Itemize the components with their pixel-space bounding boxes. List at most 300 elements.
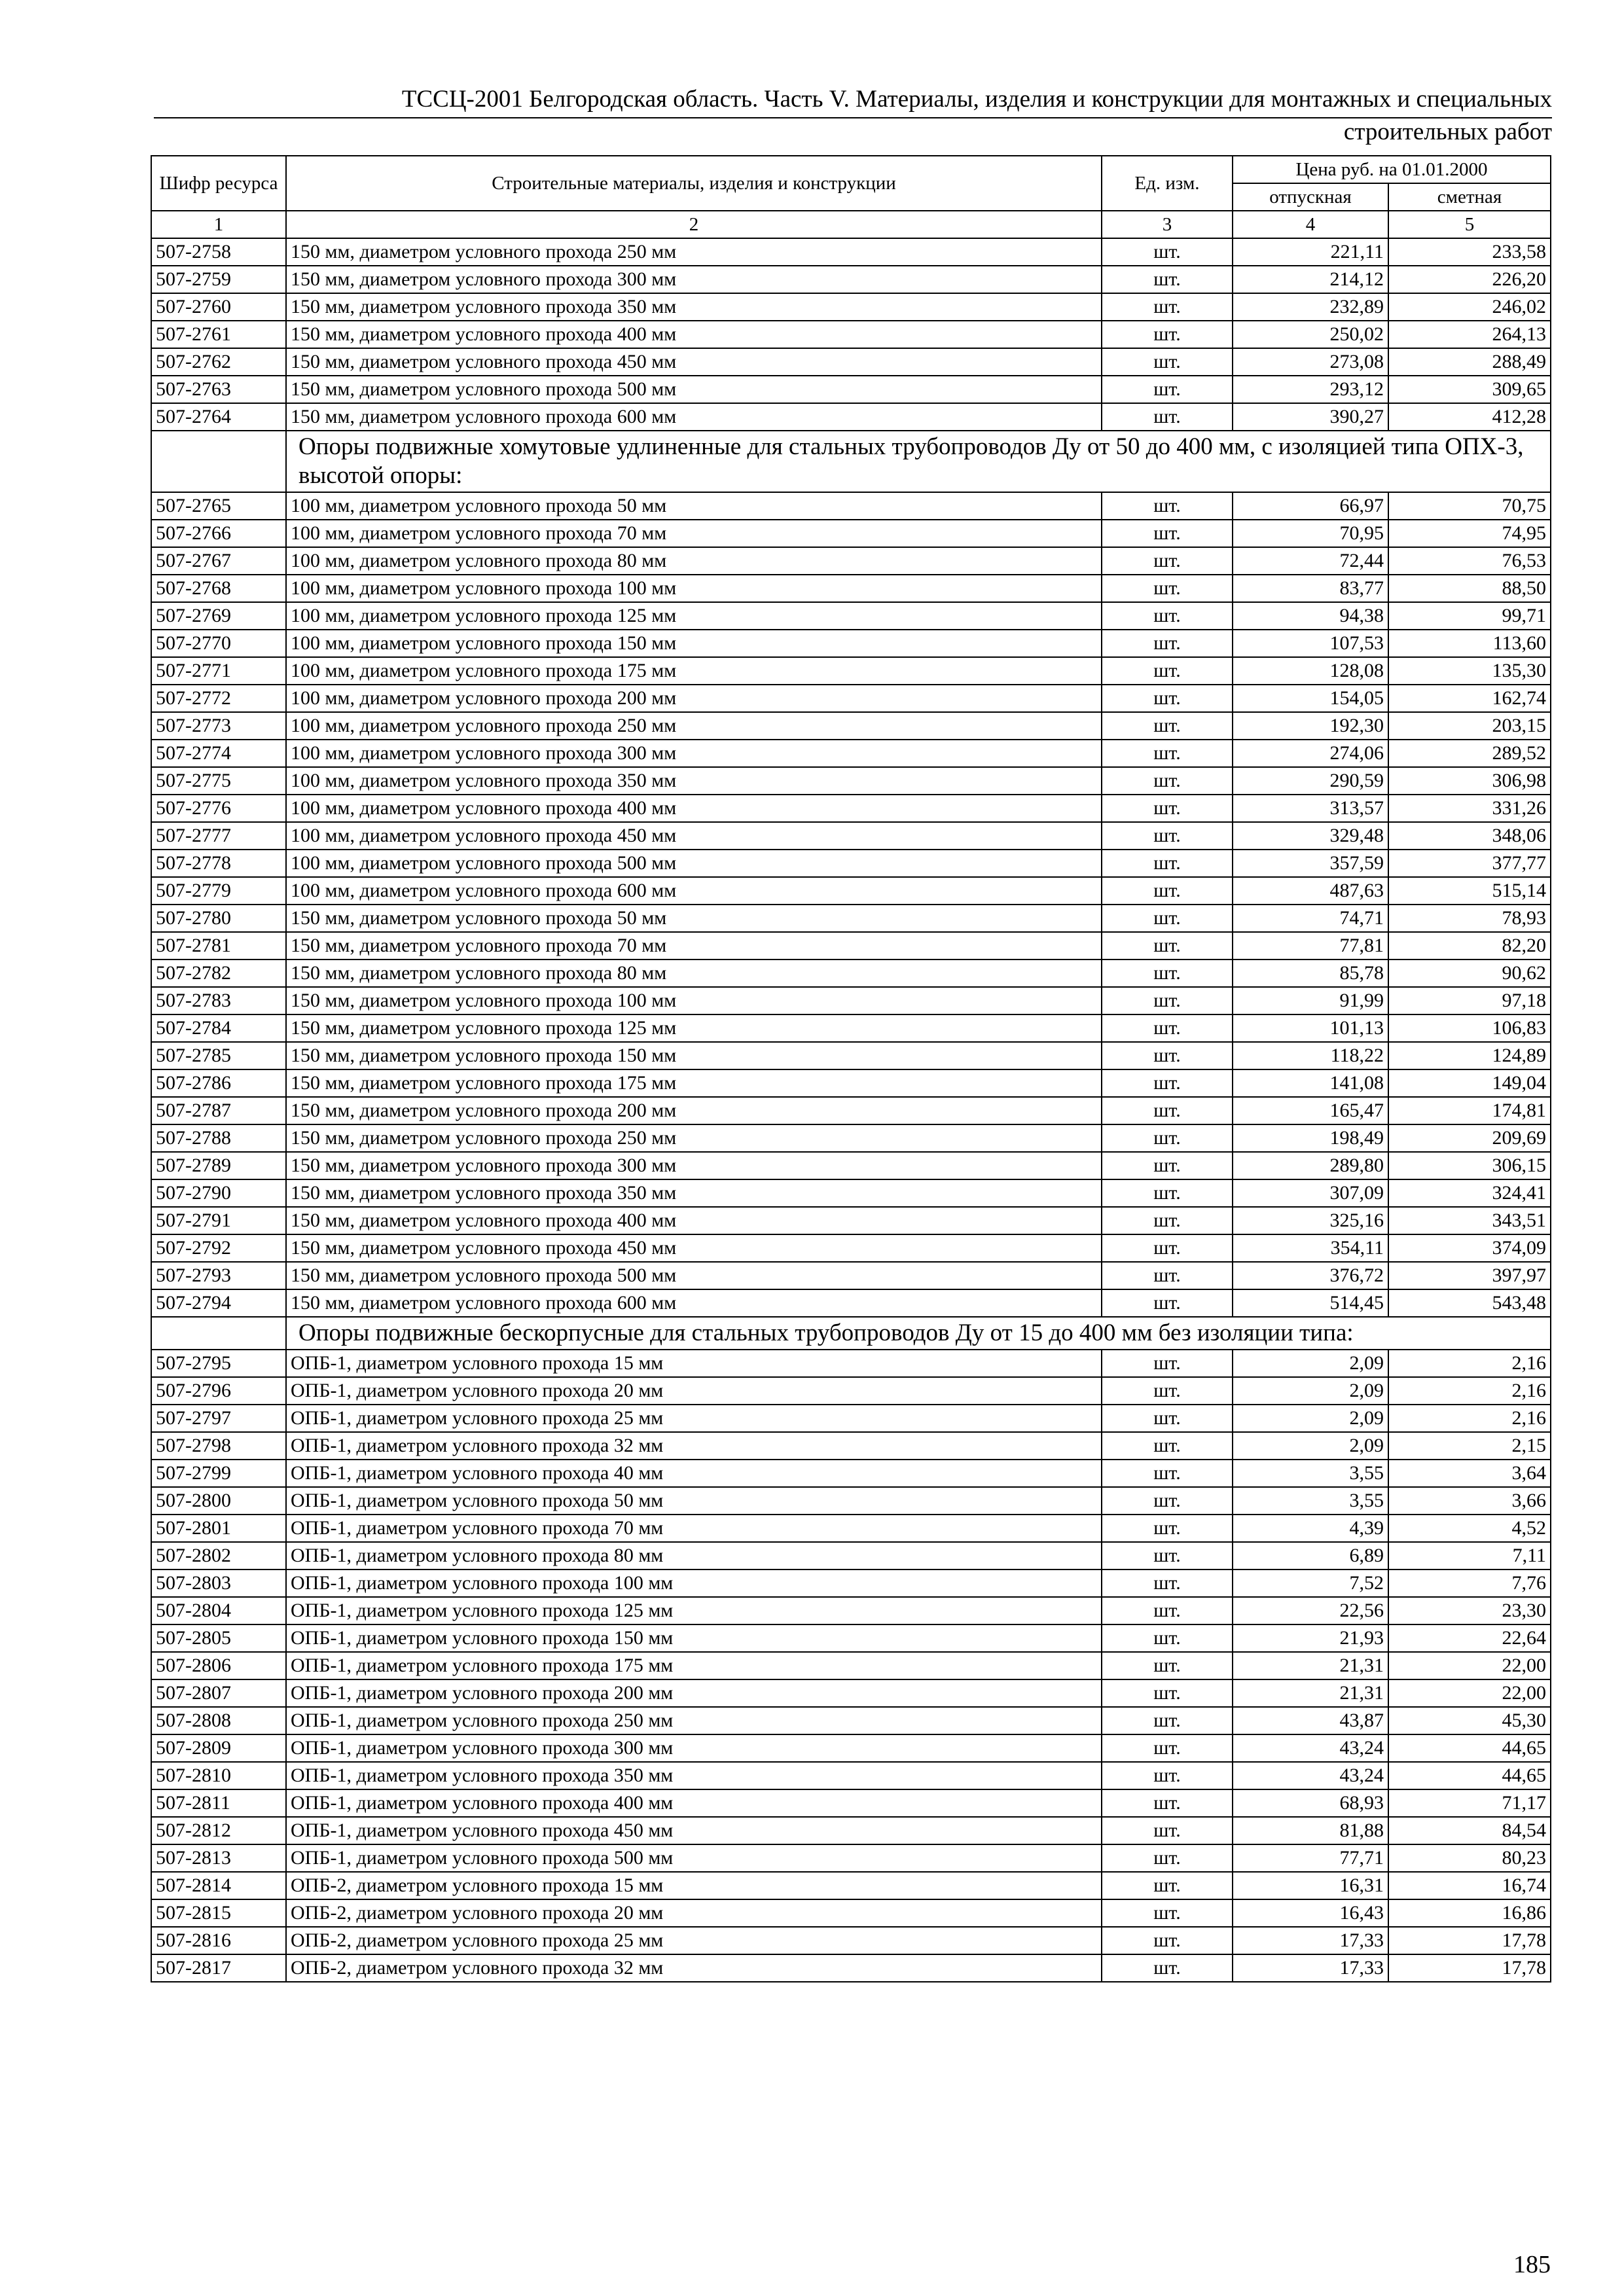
table-row (151, 1789, 1551, 1817)
price-table (151, 155, 1551, 1982)
resource-code-cell: 507-2790 (151, 1179, 286, 1207)
material-name-cell: 150 мм, диаметром условного прохода 70 мм (286, 932, 1102, 960)
table-row (151, 1152, 1551, 1179)
resource-code-cell: 507-2781 (151, 932, 286, 960)
release-price-cell: 21,31 (1233, 1679, 1388, 1707)
unit-cell: шт. (1102, 1207, 1233, 1234)
estimate-price-cell: 543,48 (1388, 1289, 1551, 1317)
release-price-cell: 232,89 (1233, 293, 1388, 321)
estimate-price-cell: 22,64 (1388, 1624, 1551, 1652)
estimate-price-cell: 289,52 (1388, 740, 1551, 767)
resource-code-cell: 507-2795 (151, 1350, 286, 1377)
unit-cell: шт. (1102, 1262, 1233, 1289)
estimate-price-cell: 22,00 (1388, 1679, 1551, 1707)
resource-code-cell: 507-2798 (151, 1432, 286, 1460)
estimate-price-cell: 71,17 (1388, 1789, 1551, 1817)
material-name-cell: 100 мм, диаметром условного прохода 400 мм (286, 795, 1102, 822)
table-row (151, 1652, 1551, 1679)
release-price-cell: 72,44 (1233, 547, 1388, 575)
estimate-price-cell: 324,41 (1388, 1179, 1551, 1207)
material-name-cell: 150 мм, диаметром условного прохода 350 мм (286, 293, 1102, 321)
estimate-price-cell: 99,71 (1388, 602, 1551, 630)
release-price-cell: 43,24 (1233, 1762, 1388, 1789)
col-number: 4 (1233, 211, 1388, 238)
release-price-cell: 21,31 (1233, 1652, 1388, 1679)
release-price-cell: 66,97 (1233, 492, 1388, 520)
table-row (151, 1679, 1551, 1707)
table-row (151, 1124, 1551, 1152)
col-header-estimate: сметная (1388, 183, 1551, 211)
resource-code-cell: 507-2782 (151, 960, 286, 987)
release-price-cell: 325,16 (1233, 1207, 1388, 1234)
release-price-cell: 85,78 (1233, 960, 1388, 987)
release-price-cell: 68,93 (1233, 1789, 1388, 1817)
unit-cell: шт. (1102, 1432, 1233, 1460)
unit-cell: шт. (1102, 1707, 1233, 1734)
material-name-cell: 150 мм, диаметром условного прохода 350 мм (286, 1179, 1102, 1207)
resource-code-cell: 507-2815 (151, 1899, 286, 1927)
unit-cell: шт. (1102, 1289, 1233, 1317)
unit-cell: шт. (1102, 905, 1233, 932)
resource-code-cell: 507-2759 (151, 266, 286, 293)
unit-cell: шт. (1102, 1042, 1233, 1069)
resource-code-cell: 507-2771 (151, 657, 286, 685)
material-name-cell: 100 мм, диаметром условного прохода 350 мм (286, 767, 1102, 795)
material-name-cell: ОПБ-1, диаметром условного прохода 32 мм (286, 1432, 1102, 1460)
material-name-cell: 150 мм, диаметром условного прохода 300 мм (286, 1152, 1102, 1179)
release-price-cell: 7,52 (1233, 1570, 1388, 1597)
unit-cell: шт. (1102, 1487, 1233, 1515)
unit-cell: шт. (1102, 822, 1233, 850)
table-row (151, 1179, 1551, 1207)
table-row (151, 960, 1551, 987)
unit-cell: шт. (1102, 1597, 1233, 1624)
table-row (151, 1234, 1551, 1262)
unit-cell: шт. (1102, 1152, 1233, 1179)
release-price-cell: 307,09 (1233, 1179, 1388, 1207)
unit-cell: шт. (1102, 1762, 1233, 1789)
estimate-price-cell: 397,97 (1388, 1262, 1551, 1289)
release-price-cell: 107,53 (1233, 630, 1388, 657)
release-price-cell: 101,13 (1233, 1014, 1388, 1042)
table-row (151, 1405, 1551, 1432)
estimate-price-cell: 2,16 (1388, 1350, 1551, 1377)
table-row (151, 348, 1551, 376)
estimate-price-cell: 7,11 (1388, 1542, 1551, 1570)
resource-code-cell: 507-2774 (151, 740, 286, 767)
release-price-cell: 83,77 (1233, 575, 1388, 602)
material-name-cell: ОПБ-1, диаметром условного прохода 125 мм (286, 1597, 1102, 1624)
table-row (151, 321, 1551, 348)
release-price-cell: 390,27 (1233, 403, 1388, 431)
section-row (151, 1317, 1551, 1350)
estimate-price-cell: 3,66 (1388, 1487, 1551, 1515)
unit-cell: шт. (1102, 630, 1233, 657)
table-row (151, 795, 1551, 822)
page-number: 185 (1513, 2251, 1551, 2278)
resource-code-cell: 507-2773 (151, 712, 286, 740)
section-code-cell (151, 431, 286, 492)
resource-code-cell: 507-2793 (151, 1262, 286, 1289)
estimate-price-cell: 377,77 (1388, 850, 1551, 877)
unit-cell: шт. (1102, 266, 1233, 293)
resource-code-cell: 507-2783 (151, 987, 286, 1014)
estimate-price-cell: 82,20 (1388, 932, 1551, 960)
table-row (151, 1350, 1551, 1377)
release-price-cell: 43,87 (1233, 1707, 1388, 1734)
table-row (151, 238, 1551, 266)
col-number: 1 (151, 211, 286, 238)
estimate-price-cell: 70,75 (1388, 492, 1551, 520)
resource-code-cell: 507-2777 (151, 822, 286, 850)
release-price-cell: 118,22 (1233, 1042, 1388, 1069)
resource-code-cell: 507-2813 (151, 1844, 286, 1872)
material-name-cell: 150 мм, диаметром условного прохода 300 мм (286, 266, 1102, 293)
resource-code-cell: 507-2765 (151, 492, 286, 520)
material-name-cell: 100 мм, диаметром условного прохода 600 мм (286, 877, 1102, 905)
header-line-1: ТССЦ-2001 Белгородская область. Часть V. Материалы, изделия и конструкции для монтажных и специальных (401, 86, 1552, 113)
material-name-cell: ОПБ-1, диаметром условного прохода 100 мм (286, 1570, 1102, 1597)
material-name-cell: ОПБ-1, диаметром условного прохода 450 мм (286, 1817, 1102, 1844)
material-name-cell: ОПБ-1, диаметром условного прохода 250 мм (286, 1707, 1102, 1734)
material-name-cell: 150 мм, диаметром условного прохода 100 мм (286, 987, 1102, 1014)
resource-code-cell: 507-2760 (151, 293, 286, 321)
unit-cell: шт. (1102, 1124, 1233, 1152)
material-name-cell: 100 мм, диаметром условного прохода 250 мм (286, 712, 1102, 740)
table-row (151, 767, 1551, 795)
material-name-cell: 100 мм, диаметром условного прохода 500 мм (286, 850, 1102, 877)
estimate-price-cell: 374,09 (1388, 1234, 1551, 1262)
estimate-price-cell: 149,04 (1388, 1069, 1551, 1097)
unit-cell: шт. (1102, 1817, 1233, 1844)
material-name-cell: 100 мм, диаметром условного прохода 50 мм (286, 492, 1102, 520)
release-price-cell: 77,81 (1233, 932, 1388, 960)
release-price-cell: 165,47 (1233, 1097, 1388, 1124)
material-name-cell: ОПБ-2, диаметром условного прохода 32 мм (286, 1954, 1102, 1982)
material-name-cell: 100 мм, диаметром условного прохода 450 мм (286, 822, 1102, 850)
unit-cell: шт. (1102, 602, 1233, 630)
unit-cell: шт. (1102, 1542, 1233, 1570)
col-number: 5 (1388, 211, 1551, 238)
estimate-price-cell: 80,23 (1388, 1844, 1551, 1872)
table-row (151, 1377, 1551, 1405)
table-row (151, 376, 1551, 403)
unit-cell: шт. (1102, 1927, 1233, 1954)
release-price-cell: 70,95 (1233, 520, 1388, 547)
material-name-cell: ОПБ-1, диаметром условного прохода 500 мм (286, 1844, 1102, 1872)
release-price-cell: 16,43 (1233, 1899, 1388, 1927)
resource-code-cell: 507-2786 (151, 1069, 286, 1097)
table-row (151, 740, 1551, 767)
release-price-cell: 74,71 (1233, 905, 1388, 932)
table-row (151, 1069, 1551, 1097)
unit-cell: шт. (1102, 1515, 1233, 1542)
resource-code-cell: 507-2778 (151, 850, 286, 877)
release-price-cell: 6,89 (1233, 1542, 1388, 1570)
material-name-cell: 150 мм, диаметром условного прохода 450 мм (286, 1234, 1102, 1262)
resource-code-cell: 507-2762 (151, 348, 286, 376)
unit-cell: шт. (1102, 348, 1233, 376)
table-row (151, 1707, 1551, 1734)
release-price-cell: 154,05 (1233, 685, 1388, 712)
release-price-cell: 293,12 (1233, 376, 1388, 403)
material-name-cell: 150 мм, диаметром условного прохода 250 мм (286, 238, 1102, 266)
estimate-price-cell: 17,78 (1388, 1927, 1551, 1954)
estimate-price-cell: 174,81 (1388, 1097, 1551, 1124)
unit-cell: шт. (1102, 238, 1233, 266)
resource-code-cell: 507-2764 (151, 403, 286, 431)
resource-code-cell: 507-2797 (151, 1405, 286, 1432)
table-row (151, 712, 1551, 740)
table-row (151, 1570, 1551, 1597)
release-price-cell: 17,33 (1233, 1927, 1388, 1954)
table-row (151, 1762, 1551, 1789)
col-header-release: отпускная (1233, 183, 1388, 211)
estimate-price-cell: 264,13 (1388, 321, 1551, 348)
resource-code-cell: 507-2796 (151, 1377, 286, 1405)
release-price-cell: 2,09 (1233, 1377, 1388, 1405)
unit-cell: шт. (1102, 1377, 1233, 1405)
unit-cell: шт. (1102, 1624, 1233, 1652)
unit-cell: шт. (1102, 321, 1233, 348)
release-price-cell: 2,09 (1233, 1405, 1388, 1432)
material-name-cell: ОПБ-1, диаметром условного прохода 20 мм (286, 1377, 1102, 1405)
col-header-unit: Ед. изм. (1102, 156, 1233, 211)
release-price-cell: 43,24 (1233, 1734, 1388, 1762)
release-price-cell: 4,39 (1233, 1515, 1388, 1542)
material-name-cell: 150 мм, диаметром условного прохода 600 мм (286, 1289, 1102, 1317)
unit-cell: шт. (1102, 932, 1233, 960)
resource-code-cell: 507-2812 (151, 1817, 286, 1844)
material-name-cell: ОПБ-1, диаметром условного прохода 25 мм (286, 1405, 1102, 1432)
table-row (151, 1734, 1551, 1762)
material-name-cell: 150 мм, диаметром условного прохода 150 мм (286, 1042, 1102, 1069)
estimate-price-cell: 2,16 (1388, 1405, 1551, 1432)
estimate-price-cell: 106,83 (1388, 1014, 1551, 1042)
resource-code-cell: 507-2772 (151, 685, 286, 712)
material-name-cell: 150 мм, диаметром условного прохода 500 мм (286, 1262, 1102, 1289)
table-row (151, 1432, 1551, 1460)
estimate-price-cell: 348,06 (1388, 822, 1551, 850)
estimate-price-cell: 412,28 (1388, 403, 1551, 431)
col-number: 3 (1102, 211, 1233, 238)
estimate-price-cell: 309,65 (1388, 376, 1551, 403)
material-name-cell: 150 мм, диаметром условного прохода 250 мм (286, 1124, 1102, 1152)
material-name-cell: 150 мм, диаметром условного прохода 500 мм (286, 376, 1102, 403)
estimate-price-cell: 45,30 (1388, 1707, 1551, 1734)
estimate-price-cell: 306,98 (1388, 767, 1551, 795)
estimate-price-cell: 135,30 (1388, 657, 1551, 685)
estimate-price-cell: 16,86 (1388, 1899, 1551, 1927)
table-row (151, 520, 1551, 547)
release-price-cell: 192,30 (1233, 712, 1388, 740)
resource-code-cell: 507-2789 (151, 1152, 286, 1179)
release-price-cell: 22,56 (1233, 1597, 1388, 1624)
resource-code-cell: 507-2811 (151, 1789, 286, 1817)
release-price-cell: 77,71 (1233, 1844, 1388, 1872)
table-row (151, 293, 1551, 321)
unit-cell: шт. (1102, 520, 1233, 547)
table-row (151, 822, 1551, 850)
resource-code-cell: 507-2784 (151, 1014, 286, 1042)
material-name-cell: 150 мм, диаметром условного прохода 50 мм (286, 905, 1102, 932)
table-row (151, 657, 1551, 685)
unit-cell: шт. (1102, 1734, 1233, 1762)
table-row (151, 403, 1551, 431)
table-row (151, 850, 1551, 877)
table-row (151, 1262, 1551, 1289)
release-price-cell: 94,38 (1233, 602, 1388, 630)
material-name-cell: ОПБ-1, диаметром условного прохода 40 мм (286, 1460, 1102, 1487)
unit-cell: шт. (1102, 1652, 1233, 1679)
material-name-cell: 100 мм, диаметром условного прохода 80 мм (286, 547, 1102, 575)
resource-code-cell: 507-2788 (151, 1124, 286, 1152)
table-row (151, 1289, 1551, 1317)
estimate-price-cell: 209,69 (1388, 1124, 1551, 1152)
estimate-price-cell: 2,15 (1388, 1432, 1551, 1460)
resource-code-cell: 507-2816 (151, 1927, 286, 1954)
release-price-cell: 313,57 (1233, 795, 1388, 822)
table-row (151, 1817, 1551, 1844)
table-row (151, 877, 1551, 905)
release-price-cell: 487,63 (1233, 877, 1388, 905)
unit-cell: шт. (1102, 403, 1233, 431)
unit-cell: шт. (1102, 1789, 1233, 1817)
resource-code-cell: 507-2802 (151, 1542, 286, 1570)
release-price-cell: 221,11 (1233, 238, 1388, 266)
release-price-cell: 329,48 (1233, 822, 1388, 850)
resource-code-cell: 507-2794 (151, 1289, 286, 1317)
material-name-cell: 100 мм, диаметром условного прохода 300 мм (286, 740, 1102, 767)
material-name-cell: 100 мм, диаметром условного прохода 125 мм (286, 602, 1102, 630)
section-row (151, 431, 1551, 492)
material-name-cell: ОПБ-1, диаметром условного прохода 350 мм (286, 1762, 1102, 1789)
unit-cell: шт. (1102, 575, 1233, 602)
header-rule (154, 117, 1552, 118)
resource-code-cell: 507-2814 (151, 1872, 286, 1899)
material-name-cell: ОПБ-2, диаметром условного прохода 20 мм (286, 1899, 1102, 1927)
release-price-cell: 16,31 (1233, 1872, 1388, 1899)
release-price-cell: 17,33 (1233, 1954, 1388, 1982)
unit-cell: шт. (1102, 960, 1233, 987)
estimate-price-cell: 76,53 (1388, 547, 1551, 575)
material-name-cell: ОПБ-1, диаметром условного прохода 200 мм (286, 1679, 1102, 1707)
resource-code-cell: 507-2804 (151, 1597, 286, 1624)
estimate-price-cell: 2,16 (1388, 1377, 1551, 1405)
table-row (151, 1844, 1551, 1872)
resource-code-cell: 507-2758 (151, 238, 286, 266)
estimate-price-cell: 78,93 (1388, 905, 1551, 932)
unit-cell: шт. (1102, 547, 1233, 575)
unit-cell: шт. (1102, 1014, 1233, 1042)
unit-cell: шт. (1102, 850, 1233, 877)
resource-code-cell: 507-2767 (151, 547, 286, 575)
resource-code-cell: 507-2806 (151, 1652, 286, 1679)
release-price-cell: 3,55 (1233, 1487, 1388, 1515)
table-row (151, 1542, 1551, 1570)
material-name-cell: 100 мм, диаметром условного прохода 70 мм (286, 520, 1102, 547)
resource-code-cell: 507-2807 (151, 1679, 286, 1707)
table-row (151, 932, 1551, 960)
estimate-price-cell: 162,74 (1388, 685, 1551, 712)
table-row (151, 1954, 1551, 1982)
estimate-price-cell: 226,20 (1388, 266, 1551, 293)
estimate-price-cell: 7,76 (1388, 1570, 1551, 1597)
table-row (151, 1624, 1551, 1652)
estimate-price-cell: 233,58 (1388, 238, 1551, 266)
unit-cell: шт. (1102, 1234, 1233, 1262)
table-row (151, 1207, 1551, 1234)
material-name-cell: ОПБ-2, диаметром условного прохода 15 мм (286, 1872, 1102, 1899)
table-row (151, 1042, 1551, 1069)
table-row (151, 575, 1551, 602)
col-number: 2 (286, 211, 1102, 238)
material-name-cell: 150 мм, диаметром условного прохода 80 мм (286, 960, 1102, 987)
table-row (151, 1927, 1551, 1954)
estimate-price-cell: 3,64 (1388, 1460, 1551, 1487)
unit-cell: шт. (1102, 1460, 1233, 1487)
resource-code-cell: 507-2800 (151, 1487, 286, 1515)
release-price-cell: 354,11 (1233, 1234, 1388, 1262)
table-row (151, 987, 1551, 1014)
table-row (151, 630, 1551, 657)
col-header-code: Шифр ресурса (151, 156, 286, 211)
material-name-cell: ОПБ-2, диаметром условного прохода 25 мм (286, 1927, 1102, 1954)
release-price-cell: 357,59 (1233, 850, 1388, 877)
resource-code-cell: 507-2787 (151, 1097, 286, 1124)
unit-cell: шт. (1102, 1872, 1233, 1899)
estimate-price-cell: 16,74 (1388, 1872, 1551, 1899)
resource-code-cell: 507-2766 (151, 520, 286, 547)
resource-code-cell: 507-2776 (151, 795, 286, 822)
material-name-cell: ОПБ-1, диаметром условного прохода 400 мм (286, 1789, 1102, 1817)
material-name-cell: ОПБ-1, диаметром условного прохода 80 мм (286, 1542, 1102, 1570)
material-name-cell: ОПБ-1, диаметром условного прохода 300 мм (286, 1734, 1102, 1762)
unit-cell: шт. (1102, 376, 1233, 403)
estimate-price-cell: 44,65 (1388, 1762, 1551, 1789)
resource-code-cell: 507-2770 (151, 630, 286, 657)
table-row (151, 266, 1551, 293)
release-price-cell: 2,09 (1233, 1432, 1388, 1460)
table-row (151, 1899, 1551, 1927)
estimate-price-cell: 246,02 (1388, 293, 1551, 321)
resource-code-cell: 507-2779 (151, 877, 286, 905)
release-price-cell: 289,80 (1233, 1152, 1388, 1179)
estimate-price-cell: 288,49 (1388, 348, 1551, 376)
estimate-price-cell: 343,51 (1388, 1207, 1551, 1234)
unit-cell: шт. (1102, 1844, 1233, 1872)
unit-cell: шт. (1102, 1899, 1233, 1927)
resource-code-cell: 507-2809 (151, 1734, 286, 1762)
estimate-price-cell: 113,60 (1388, 630, 1551, 657)
col-header-price: Цена руб. на 01.01.2000 (1233, 156, 1551, 183)
unit-cell: шт. (1102, 685, 1233, 712)
material-name-cell: ОПБ-1, диаметром условного прохода 175 мм (286, 1652, 1102, 1679)
estimate-price-cell: 44,65 (1388, 1734, 1551, 1762)
resource-code-cell: 507-2780 (151, 905, 286, 932)
unit-cell: шт. (1102, 1069, 1233, 1097)
material-name-cell: ОПБ-1, диаметром условного прохода 150 мм (286, 1624, 1102, 1652)
resource-code-cell: 507-2817 (151, 1954, 286, 1982)
release-price-cell: 21,93 (1233, 1624, 1388, 1652)
material-name-cell: ОПБ-1, диаметром условного прохода 15 мм (286, 1350, 1102, 1377)
table-row (151, 1014, 1551, 1042)
release-price-cell: 198,49 (1233, 1124, 1388, 1152)
resource-code-cell: 507-2768 (151, 575, 286, 602)
release-price-cell: 91,99 (1233, 987, 1388, 1014)
material-name-cell: 100 мм, диаметром условного прохода 200 мм (286, 685, 1102, 712)
estimate-price-cell: 306,15 (1388, 1152, 1551, 1179)
